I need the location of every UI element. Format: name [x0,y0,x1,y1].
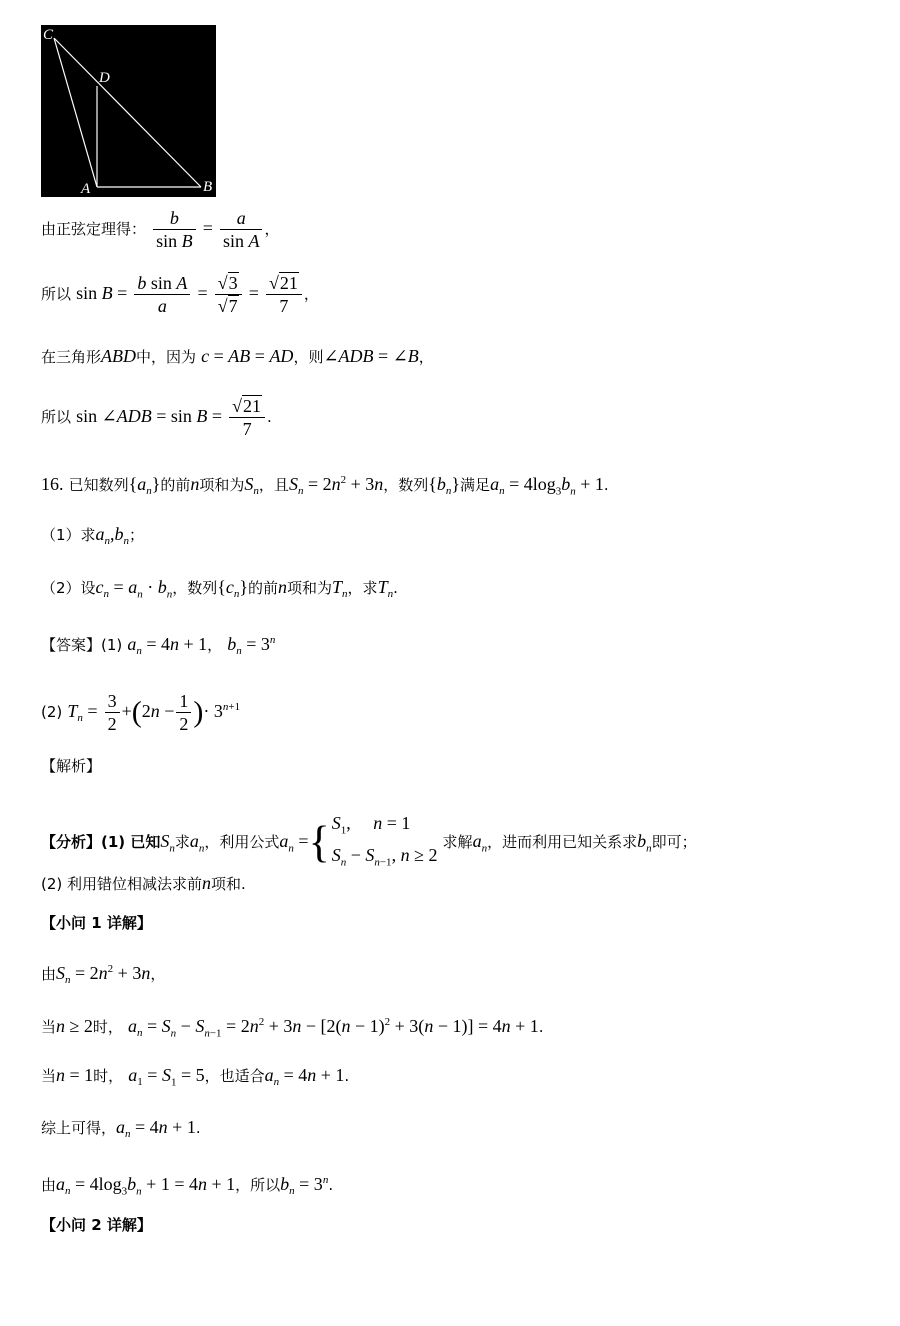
sinB-line: 所以 sin B = $\frac{\text{b sin A}}{a}$ = $\frac{√3}{√7}$ = $\frac{√21}{7}$ ， [41,273,319,316]
analysis-1: 【分析】(1) 已知$S_n$求$a_n$，利用公式$a_n$ ={ $S_1$, n = 1 $S_n - S_{n-1}$, n ≥ 2 求解$a_n$，进而利用已知关系求$b_n$即可； [41,813,697,869]
label-d: D [99,70,110,86]
answer-1: 【答案】(1) $a_n = 4n + 1$， $b_n = 3^n$ [41,634,276,658]
label-b: B [203,179,213,195]
analysis-2: (2) 利用错位相减法求前n项和. [41,873,246,893]
sin-adb-line: 所以 sin ∠ADB = sin B = $\frac{√21}{7}$ . [41,396,272,439]
step-2: 当n ≥ 2时， $a_n = S_n - S_{n-1} = 2n^2 + 3n - [2(n - 1)^2 + 3(n - 1)] = 4n + 1$. [41,1016,544,1040]
sub-question-1: （1）求$a_n,b_n$； [41,524,145,548]
label-c: C [43,27,54,43]
sub1-heading: 【小问 1 详解】 [41,914,152,932]
step-5: 由$a_n = 4\log_3b_n + 1 = 4n + 1$，所以$b_n = 3^n$. [41,1174,334,1198]
label-a: A [81,181,91,197]
sine-law-line: 由正弦定理得： $\frac{b}{\text{sin B}}$ = $\frac{a}{\text{sin A}}$ ， [41,208,280,251]
question-16: 16. 已知数列$\{a_n\}$的前n项和为$S_n$，且$S_n = 2n^2 + 3n$，数列$\{b_n\}$满足$a_n = 4\log_3b_n + 1$. [41,474,609,498]
triangle-abd-line: 在三角形ABD中，因为 c = AB = AD，则∠ADB = ∠B， [41,346,434,366]
sub-question-2: （2）设$c_n = a_n \cdot b_n$，数列$\{c_n\}$的前n项和为$T_n$，求$T_n$. [41,577,398,601]
answer-2: (2) $T_n$ = $\frac{3}{2}$ +(2n − $\frac{1}{2}$ )· $3^{n+1}$ [41,691,241,734]
step-4: 综上可得，$a_n = 4n + 1$. [41,1117,201,1141]
step-3: 当n = 1时， $a_1 = S_1 = 5$，也适合$a_n = 4n + 1$. [41,1065,350,1089]
sub2-heading: 【小问 2 详解】 [41,1216,152,1234]
step-1: 由$S_n = 2n^2 + 3n$， [41,963,166,987]
triangle-figure [41,25,216,197]
analysis-heading: 【解析】 [41,757,102,775]
